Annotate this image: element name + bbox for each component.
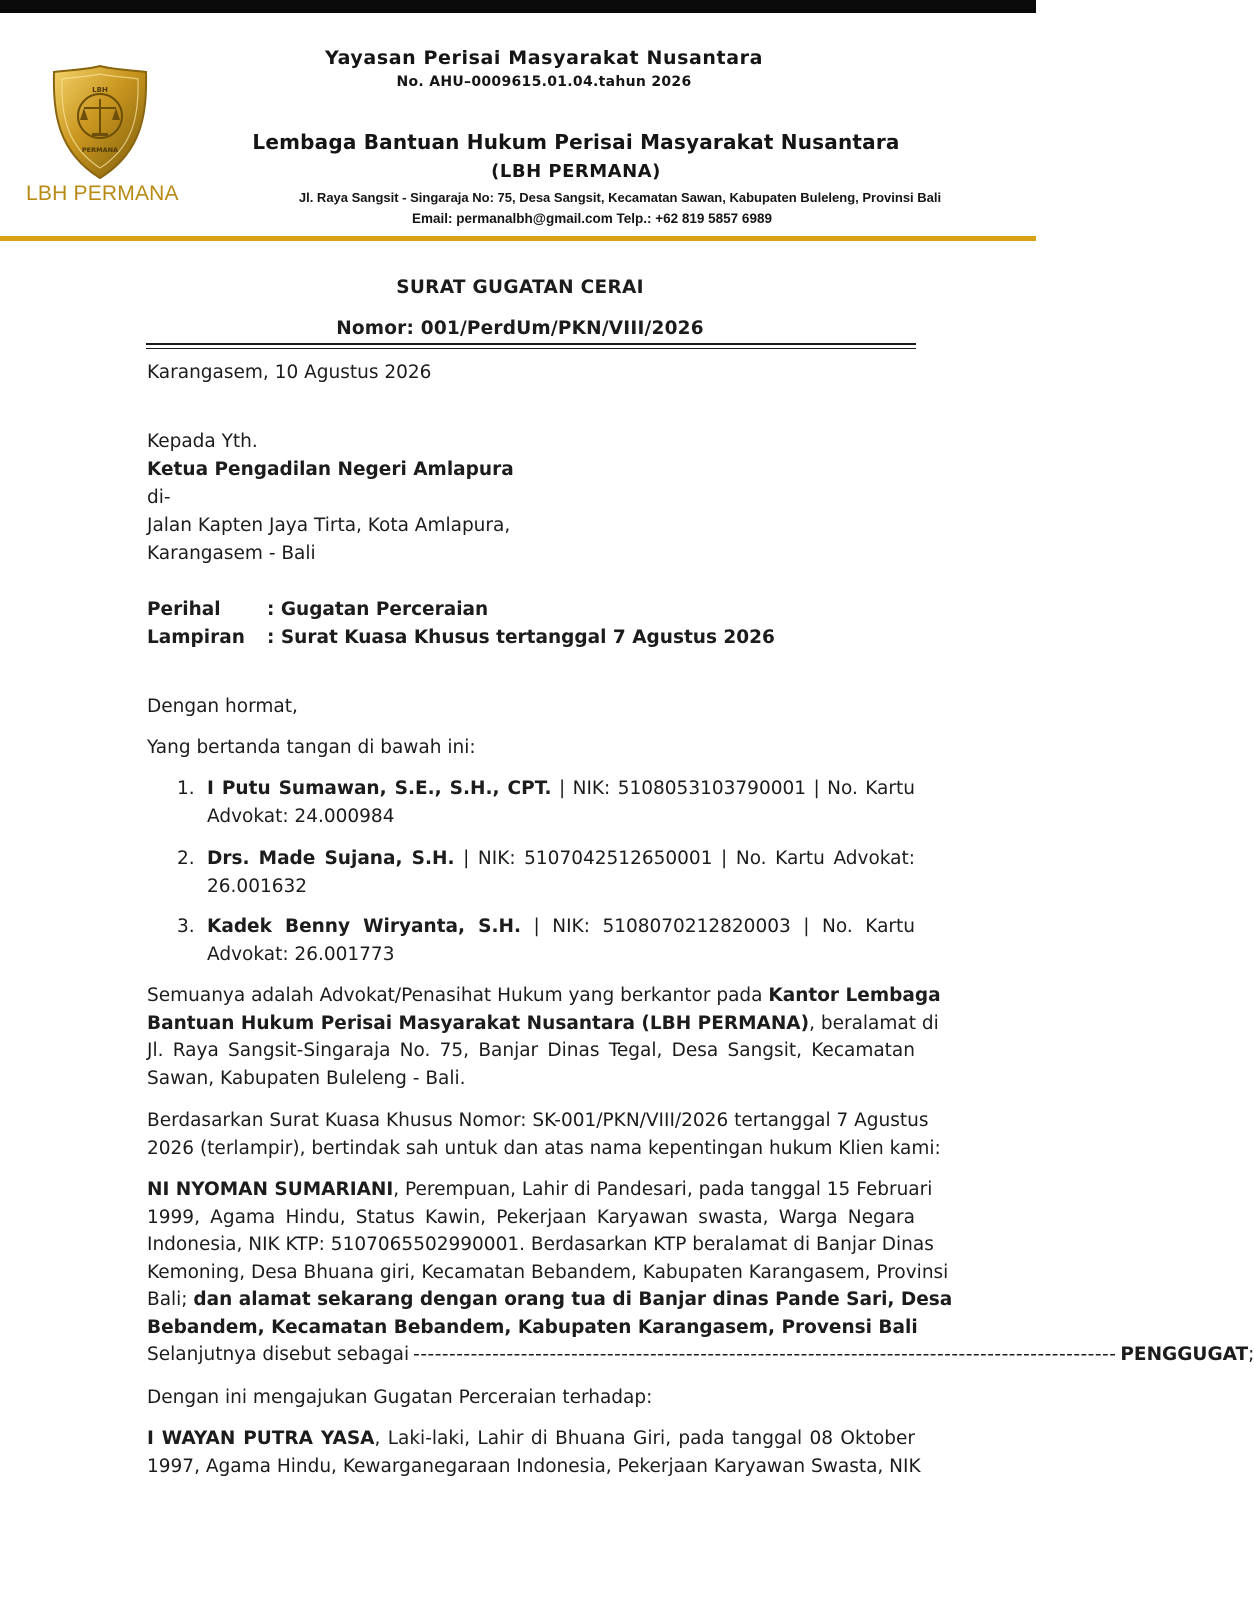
title-rule [146,343,916,345]
institution-abbreviation: (LBH PERMANA) [491,161,661,182]
plaintiff-role: PENGGUGAT [1120,1344,1249,1365]
recipient-address-line1: Jalan Kapten Jaya Tirta, Kota Amlapura, [147,515,511,536]
list-number: 3. [177,916,195,937]
logo-text-top: LBH [92,86,108,94]
advocate-details: | NIK: 5108053103790001 | No. Kartu Advokat: 24.000984 [207,778,915,827]
logo-caption: LBH PERMANA [26,182,179,205]
advocate-name: Kadek Benny Wiryanta, S.H. [207,916,521,937]
lampiran-label: Lampiran [147,627,245,648]
plaintiff-name: NI NYOMAN SUMARIANI [147,1179,394,1200]
logo-text-bottom: PERMANA [81,146,119,154]
defendant-name: I WAYAN PUTRA YASA [147,1428,375,1449]
institution-name: Lembaga Bantuan Hukum Perisai Masyarakat Nusantara [252,130,900,154]
recipient-di: di- [147,487,171,508]
lampiran-value: : Surat Kuasa Khusus tertanggal 7 Agustus 2026 [267,627,775,648]
advocate-item [207,845,915,901]
recipient-address-line2: Karangasem - Bali [147,543,316,564]
list-number: 2. [177,848,195,869]
place-date: Karangasem, 10 Agustus 2026 [147,362,432,383]
list-number: 1. [177,778,195,799]
contact-info: Email: permanalbh@gmail.com Telp.: +62 819 5857 6989 [412,211,772,226]
filing-intro: Dengan ini mengajukan Gugatan Perceraian terhadap: [147,1387,653,1408]
authority-paragraph: Berdasarkan Surat Kuasa Khusus Nomor: SK-001/PKN/VIII/2026 tertanggal 7 Agustus 2026 (terlampir), bertindak sah untuk dan atas nama kepentingan hukum Klien kami: [147,1110,941,1159]
advocate-item [207,775,915,831]
advocate-item [207,913,915,969]
document-title: SURAT GUGATAN CERAI [396,277,644,298]
foundation-name: Yayasan Perisai Masyarakat Nusantara [324,47,764,69]
recipient-salutation: Kepada Yth. [147,431,258,452]
title-rule-thin [146,348,916,349]
intro-text: Yang bertanda tangan di bawah ini: [147,737,476,758]
defendant-paragraph: I WAYAN PUTRA YASA, Laki-laki, Lahir di Bhuana Giri, pada tanggal 08 Oktober 1997, Agama Hindu, Kewarganegaraan Indonesia, Pekerjaan Karyawan Swasta, NIK [147,1428,921,1477]
perihal-value: : Gugatan Perceraian [267,599,489,620]
office-address: Jl. Raya Sangsit - Singaraja No: 75, Desa Sangsit, Kecamatan Sawan, Kabupaten Buleleng, Provinsi Bali [298,190,942,205]
perihal-label: Perihal [147,599,221,620]
greeting: Dengan hormat, [147,696,298,717]
office-paragraph: Semuanya adalah Advokat/Penasihat Hukum yang berkantor pada Kantor Lembaga Bantuan Hukum Perisai Masyarakat Nusantara (LBH PERMANA), beralamat di Jl. Raya Sangsit-Singaraja No. 75, Banjar Dinas Tegal, Desa Sangsit, Kecamatan Sawan, Kabupaten Buleleng - Bali. [147,985,941,1089]
advocate-details: | NIK: 5108070212820003 | No. Kartu Advokat: 26.001773 [207,916,915,965]
recipient-name: Ketua Pengadilan Negeri Amlapura [147,459,514,480]
plaintiff-paragraph: NI NYOMAN SUMARIANI, Perempuan, Lahir di Pandesari, pada tanggal 15 Februari 1999, Agama Hindu, Status Kawin, Pekerjaan Karyawan swasta, Warga Negara Indonesia, NIK KTP: 5107065502990001. Berdasarkan KTP beralamat di Banjar Dinas Kemoning, Desa Bhuana giri, Kecamatan Bebandem, Kabupaten Karangasem, Provinsi Bali; dan alamat sekarang dengan orang tua di Banjar dinas Pande Sari, Desa Bebandem, Kecamatan Bebandem, Kabupaten Karangasem, Provensi Bali Selanjutnya disebut sebagai -------------------------------------------------------------------------------------------------- PENGGUGAT ; [147,1176,915,1369]
advocate-name: Drs. Made Sujana, S.H. [207,848,455,869]
top-bar [0,0,1036,13]
document-number: Nomor: 001/PerdUm/PKN/VIII/2026 [336,318,704,339]
advocate-name: I Putu Sumawan, S.E., S.H., CPT. [207,778,552,799]
advocate-details: | NIK: 5107042512650001 | No. Kartu Advokat: 26.001632 [207,848,916,897]
letterhead-divider [0,236,1036,241]
registration-number: No. AHU–0009615.01.04.tahun 2026 [396,74,692,90]
